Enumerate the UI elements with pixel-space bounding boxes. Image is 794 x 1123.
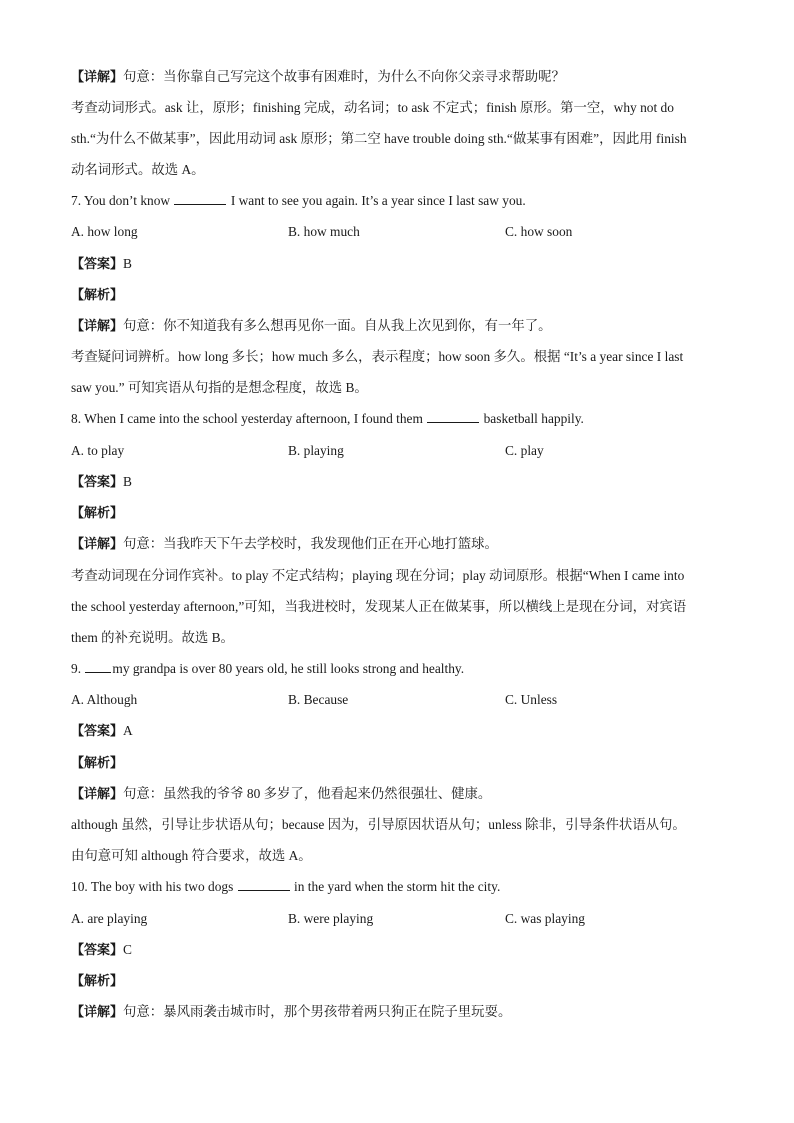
q9-answer-tag: 【答案】 (71, 724, 124, 739)
q7-analysis-line-2: saw you.” 可知宾语从句指的是想念程度，故选 B。 (71, 380, 368, 395)
q7-detail-line (71, 317, 721, 336)
q8-stem-after: basketball happily. (483, 411, 584, 426)
q8-jiexi-line (71, 504, 721, 523)
q7-stem-before: 7. You don’t know (71, 193, 171, 208)
q7-option-c: C. how soon (505, 224, 573, 239)
q8-analysis-line-1: 考查动词现在分词作宾补。to play 不定式结构；playing 现在分词；play 动词原形。根据“When I came into (71, 568, 685, 583)
q10-stem (71, 878, 721, 896)
q10-stem-before: 10. The boy with his two dogs (71, 879, 234, 894)
q10-jiexi-line (71, 972, 721, 991)
q6-detail-text: 句意：当你靠自己写完这个故事有困难时，为什么不向你父亲寻求帮助呢？ (123, 69, 565, 84)
q9-stem-after: my grandpa is over 80 years old, he still looks strong and healthy. (112, 661, 465, 676)
q9-detail-text: 句意：虽然我的爷爷 80 多岁了，他看起来仍然很强壮、健康。 (123, 786, 492, 801)
q9-analysis-line-2: 由句意可知 although 符合要求，故选 A。 (71, 848, 312, 863)
q9-option-b: B. Because (288, 692, 349, 707)
q7-stem (71, 192, 721, 210)
q9-answer-blank (85, 660, 111, 673)
q7-answer-blank (174, 192, 226, 205)
q7-option-b: B. how much (288, 224, 360, 239)
q9-answer: A (123, 723, 133, 738)
q8-jiexi-tag: 【解析】 (71, 506, 124, 521)
q6-analysis-line-2: sth.“为什么不做某事”，因此用动词 ask 原形；第二空 have trouble doing sth.“做某事有困难”，因此用 finish (71, 131, 687, 146)
q9-analysis-line-1: although 虽然，引导让步状语从句；because 因为，引导原因状语从句；unless 除非，引导条件状语从句。 (71, 817, 686, 832)
q10-option-b: B. were playing (288, 911, 374, 926)
q9-option-c: C. Unless (505, 692, 558, 707)
q7-answer: B (123, 256, 132, 271)
q10-detail-text: 句意：暴风雨袭击城市时，那个男孩带着两只狗正在院子里玩耍。 (123, 1004, 512, 1019)
q8-stem-before: 8. When I came into the school yesterday afternoon, I found them (71, 411, 423, 426)
q7-answer-tag: 【答案】 (71, 257, 124, 272)
q9-detail-line (71, 785, 721, 804)
q7-jiexi-line (71, 286, 721, 305)
q8-answer-blank (427, 410, 479, 423)
q10-answer: C (123, 942, 132, 957)
q7-analysis-line-1: 考查疑问词辨析。how long 多长；how much 多么，表示程度；how soon 多久。根据 “It’s a year since I last (71, 349, 684, 364)
q10-detail-tag: 【详解】 (71, 1005, 124, 1020)
q10-option-c: C. was playing (505, 911, 585, 926)
q8-stem (71, 410, 721, 428)
q6-detail-line (71, 68, 721, 87)
q8-option-b: B. playing (288, 443, 344, 458)
q7-jiexi-tag: 【解析】 (71, 288, 124, 303)
q8-analysis-line-3: them 的补充说明。故选 B。 (71, 630, 234, 645)
q7-answer-line (71, 255, 721, 274)
q8-detail-text: 句意：当我昨天下午去学校时，我发现他们正在开心地打篮球。 (123, 536, 498, 551)
q9-answer-line (71, 722, 721, 741)
q10-answer-blank (238, 878, 290, 891)
q7-stem-after: I want to see you again. It’s a year since I last saw you. (230, 193, 526, 208)
q7-detail-text: 句意：你不知道我有多么想再见你一面。自从我上次见到你，有一年了。 (123, 318, 552, 333)
q7-option-a: A. how long (71, 224, 138, 239)
q8-detail-tag: 【详解】 (71, 537, 124, 552)
q6-detail-tag: 【详解】 (71, 70, 124, 85)
q10-answer-tag: 【答案】 (71, 943, 124, 958)
q8-option-a: A. to play (71, 443, 125, 458)
q9-option-a: A. Although (71, 692, 138, 707)
q9-jiexi-line (71, 754, 721, 773)
q9-stem-before: 9. (71, 661, 82, 676)
q10-detail-line (71, 1003, 721, 1022)
q10-answer-line (71, 941, 721, 960)
q6-analysis-line-1: 考查动词形式。ask 让，原形；finishing 完成，动名词；to ask 不定式；finish 原形。第一空，why not do (71, 100, 674, 115)
q8-answer-tag: 【答案】 (71, 475, 124, 490)
q8-detail-line (71, 535, 721, 554)
q8-answer: B (123, 474, 132, 489)
q8-analysis-line-2: the school yesterday afternoon,”可知，当我进校时，发现某人正在做某事，所以横线上是现在分词，对宾语 (71, 599, 687, 614)
q10-option-a: A. are playing (71, 911, 148, 926)
q10-stem-after: in the yard when the storm hit the city. (294, 879, 501, 894)
q9-detail-tag: 【详解】 (71, 787, 124, 802)
q8-answer-line (71, 473, 721, 492)
q10-jiexi-tag: 【解析】 (71, 974, 124, 989)
q7-detail-tag: 【详解】 (71, 319, 124, 334)
q6-analysis-line-3: 动名词形式。故选 A。 (71, 162, 205, 177)
q9-stem (71, 660, 721, 678)
q9-jiexi-tag: 【解析】 (71, 756, 124, 771)
q8-option-c: C. play (505, 443, 544, 458)
